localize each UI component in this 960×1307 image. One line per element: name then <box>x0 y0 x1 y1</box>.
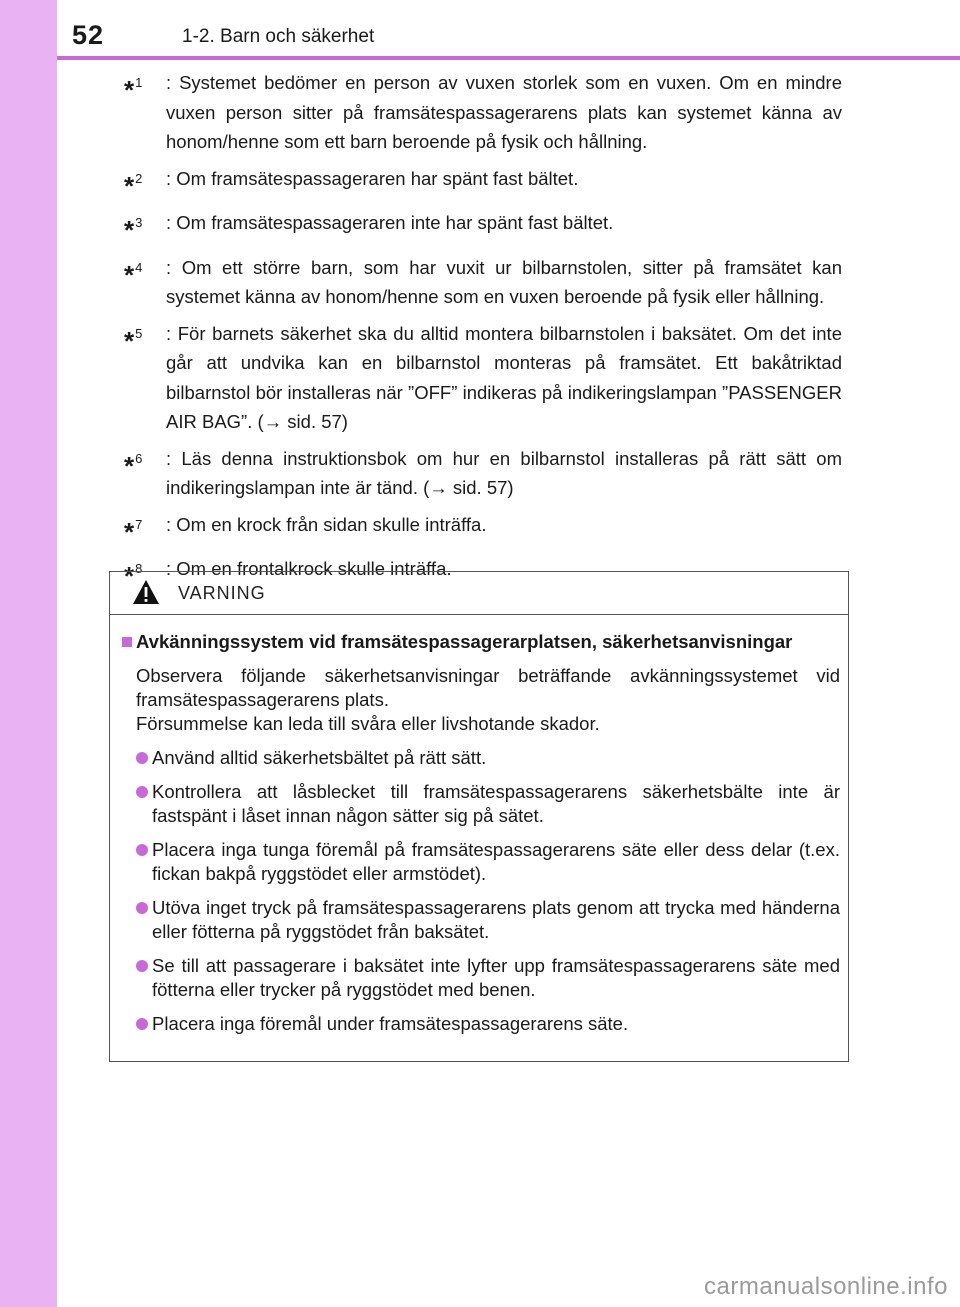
warning-intro-text: Observera följande säkerhetsanvisningar beträffande avkänningssystemet vid framsätespassagerarens plats. <box>136 665 840 710</box>
footnote-asterisk: * <box>124 259 135 290</box>
warning-bullet <box>136 954 840 1002</box>
footnote-text: : Om ett större barn, som har vuxit ur bilbarnstolen, sitter på framsätet kan systemet känna av honom/henne som en vuxen beroende på fysik eller hållning. <box>166 256 842 307</box>
footnote-number: 1 <box>135 75 143 90</box>
footnote-number: 7 <box>135 516 143 532</box>
footnote-asterisk: * <box>124 516 135 547</box>
footnote-text: : Läs denna instruktionsbok om hur en bilbarnstol installeras på rätt sätt om indikeringslampan inte är tänd. (→ sid. 57) <box>166 447 842 498</box>
round-bullet-icon <box>136 1018 148 1030</box>
footnote <box>124 319 842 437</box>
footnote <box>124 208 842 246</box>
section-title: 1-2. Barn och säkerhet <box>182 26 375 47</box>
footnote-asterisk: * <box>124 170 135 201</box>
warning-bullet <box>136 896 840 944</box>
warning-box <box>109 571 849 1062</box>
watermark-text[interactable]: carmanualsonline.info <box>704 1273 948 1300</box>
footnote-text: : Systemet bedömer en person av vuxen storlek som en vuxen. Om en mindre vuxen person sitter på framsätespassagerarens plats kan systemet känna av honom/henne som ett barn beroende på fysik och hållning. <box>166 72 842 152</box>
footnote-text: : Om en krock från sidan skulle inträffa. <box>166 513 487 535</box>
warning-header <box>110 572 848 615</box>
warning-label: VARNING <box>178 583 266 603</box>
warning-bullet <box>136 1012 840 1036</box>
warning-bullet-text: Se till att passagerare i baksätet inte lyfter upp framsätespassagerarens säte med fötterna eller trycker på ryggstödet med benen. <box>152 955 840 1000</box>
footnote-asterisk: * <box>124 450 135 481</box>
round-bullet-icon <box>136 786 148 798</box>
footnote-number: 6 <box>135 450 143 466</box>
side-tab-bar <box>0 0 57 1307</box>
warning-bullet-text: Placera inga tunga föremål på framsätespassagerarens säte eller dess delar (t.ex. fickan bakpå ryggstödet eller armstödet). <box>152 839 840 884</box>
round-bullet-icon <box>136 960 148 972</box>
footnote-asterisk: * <box>124 561 135 591</box>
footnote-asterisk: * <box>124 325 135 356</box>
warning-bullet-text: Placera inga föremål under framsätespassagerarens säte. <box>152 1013 629 1034</box>
footnote-text: : För barnets säkerhet ska du alltid montera bilbarnstolen i baksätet. Om det inte går att undvika kan en bilbarnstol monteras på framsätet. Ett bakåtriktad bilbarnstol bör installeras när ”OFF” indikeras på indikeringslampan ”PASSENGER AIR BAG”. (→ sid. 57) <box>166 322 842 432</box>
footnote-asterisk: * <box>124 75 135 105</box>
square-bullet-icon <box>122 637 132 647</box>
round-bullet-icon <box>136 902 148 914</box>
footnote-number: 5 <box>135 325 143 341</box>
footnote-number: 3 <box>135 215 143 230</box>
footnote-number: 8 <box>135 561 143 576</box>
footnote-text: : Om en frontalkrock skulle inträffa. <box>166 558 452 579</box>
warning-bullet-text: Utöva inget tryck på framsätespassagerarens plats genom att trycka med händerna eller fötterna på ryggstödet från baksätet. <box>152 897 840 942</box>
footnote <box>124 253 842 312</box>
footnote <box>124 68 842 157</box>
footnote <box>124 510 842 548</box>
header-divider <box>57 56 960 60</box>
warning-bullet <box>136 838 840 886</box>
warning-bullet <box>136 746 840 770</box>
footnote-text: : Om framsätespassageraren har spänt fast bältet. <box>166 167 579 189</box>
warning-bullet <box>136 780 840 828</box>
footnote-asterisk: * <box>124 215 135 245</box>
warning-intro-text-2: Försummelse kan leda till svåra eller livshotande skador. <box>136 713 600 734</box>
footnotes-list <box>124 68 842 599</box>
footnote-number: 4 <box>135 259 143 275</box>
footnote <box>124 444 842 503</box>
warning-bullet-text: Använd alltid säkerhetsbältet på rätt sätt. <box>152 747 487 768</box>
warning-heading <box>122 630 840 654</box>
warning-body <box>122 630 840 1046</box>
warning-triangle-icon <box>132 579 160 605</box>
warning-intro <box>136 664 840 736</box>
round-bullet-icon <box>136 752 148 764</box>
page-number: 52 <box>72 20 105 50</box>
warning-bullet-text: Kontrollera att låsblecket till framsätespassagerarens säkerhetsbälte inte är fastspänt i låset innan någon sätter sig på sätet. <box>152 781 840 826</box>
warning-heading-text: Avkänningssystem vid framsätespassagerarplatsen, säkerhetsanvisningar <box>136 631 793 652</box>
round-bullet-icon <box>136 844 148 856</box>
footnote-number: 2 <box>135 170 143 186</box>
footnote <box>124 164 842 202</box>
footnote-text: : Om framsätespassageraren inte har spänt fast bältet. <box>166 212 614 233</box>
